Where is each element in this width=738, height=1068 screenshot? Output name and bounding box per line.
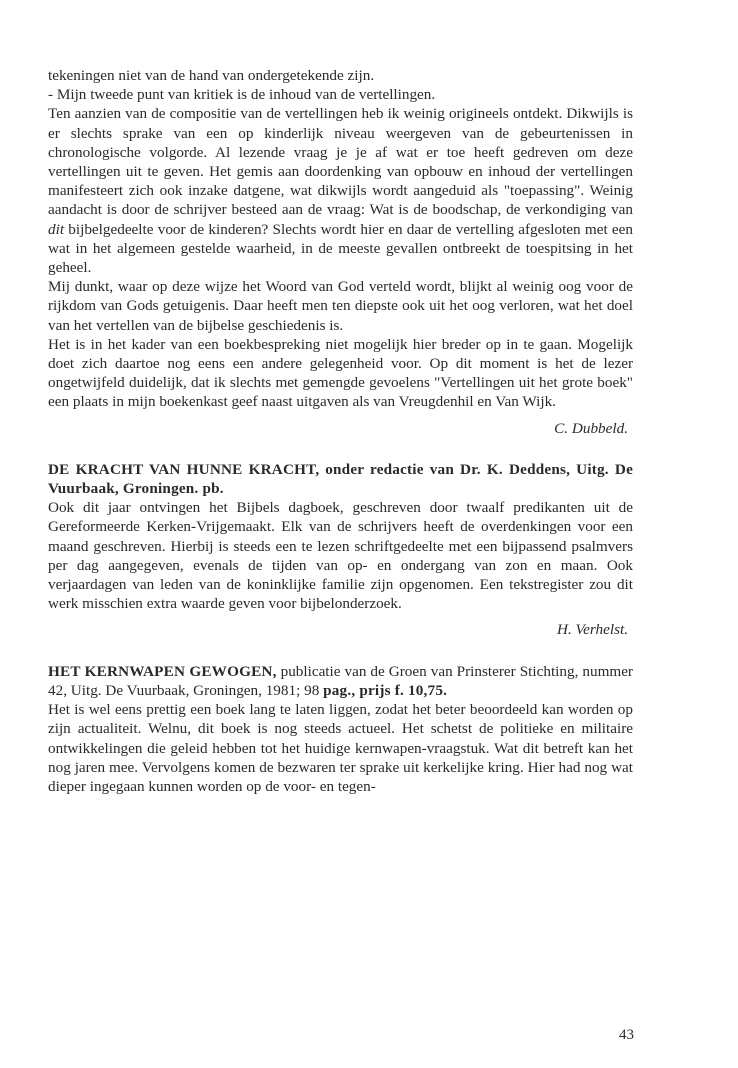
paragraph: - Mijn tweede punt van kritiek is de inhoud van de vertellingen. [48, 86, 436, 104]
paragraph: Mij dunkt, waar op deze wijze het Woord van God verteld wordt, blijkt al weinig oog voor de rijkdom van Gods getuigenis. Daar heeft men ten diepste ook uit het oog verloren, wat het doel van het vertellen van de bijbelse geschiedenis is. [48, 278, 633, 334]
paragraph: Het is in het kader van een boekbespreking niet mogelijk hier breder op in te gaan. Mogelijk doet zich daartoe nog eens een andere gelegenheid voor. Op dit moment is het de lezer ongetwijfeld duidelijk, dat ik slechts met gemengde gevoelens "Vertellingen uit het grote boek" een plaats in mijn boekenkast geef naast uitgaven als van Vreugdenhil en Van Wijk. [48, 335, 633, 411]
intro-section [48, 66, 633, 438]
review-details: onder redactie van Dr. K. Deddens, Uitg. De Vuurbaak, Groningen. pb. [48, 460, 634, 498]
paragraph: tekeningen niet van de hand van ondergetekende zijn. [48, 67, 375, 84]
emphasis: dit [48, 220, 65, 238]
review-title: DE KRACHT VAN HUNNE KRACHT, [48, 460, 320, 478]
review-kernwapen [48, 662, 633, 796]
signature: C. Dubbeld. [554, 419, 628, 437]
page-number: 43 [619, 1027, 634, 1043]
review-body: Het is wel eens prettig een boek lang te laten liggen, zodat het beter beoordeeld kan worden op zijn actualiteit. Welnu, dit boek is nog steeds actueel. Het schetst de politieke en militaire ontwikkelingen die geleid hebben tot het huidige kernwapen-vraagstuk. Wat dit betreft kan het nog jaren mee. Vervolgens komen de bezwaren ter sprake uit kerkelijke kring. Hier had nog wat dieper ingegaan kunnen worden op de voor- en tegen- [48, 701, 633, 795]
review-details: publicatie van de Groen van Prinsterer Stichting, nummer 42, Uitg. De Vuurbaak, Groningen, 1981; 98 [48, 662, 633, 699]
page-content [48, 66, 633, 796]
review-body: Ook dit jaar ontvingen het Bijbels dagboek, geschreven door twaalf predikanten uit de Gereformeerde Kerken-Vrijgemaakt. Elk van de schrijvers heeft de overdenkingen voor een maand geschreven. Hierbij is steeds een te lezen schriftgedeelte met een bijpassend psalmvers per dag aangegeven, evenals de tijden van op- en ondergang van zon en maan. Ook verjaardagen van leden van de koninklijke familie zijn opgenomen. Een tekstregister zou dit werk misschien extra waarde geven voor bijbelonderzoek. [48, 499, 633, 613]
review-heading [48, 662, 633, 700]
review-title: HET KERNWAPEN GEWOGEN, [48, 662, 277, 680]
review-kracht [48, 460, 633, 640]
paragraph: Ten aanzien van de compositie van de vertellingen heb ik weinig origineels ontdekt. Dikwijls is er slechts sprake van een op kinderlijk niveau weergeven van de gebeurtenissen in chronologische volgorde. Al lezende vraag je je af wat er toe heeft gedreven om deze vertellingen uit te geven. Het gemis aan doordenking van opbouw en inhoud der vertellingen manifesteert zich ook inzake datgene, wat dikwijls wordt aangeduid als "toepassing". Weinig aandacht is door de schrijver besteed aan de vraag: Wat is de boodschap, de verkondiging van dit bijbelgedeelte voor de kinderen? Slechts wordt hier en daar de vertelling afgesloten met een wat in het algemeen gestelde waarheid, in de meeste gevallen ontbreekt de toespitsing in het geheel. [48, 105, 633, 277]
review-price: pag., prijs f. 10,75. [323, 681, 448, 699]
review-heading [48, 460, 633, 498]
signature: H. Verhelst. [556, 621, 628, 639]
